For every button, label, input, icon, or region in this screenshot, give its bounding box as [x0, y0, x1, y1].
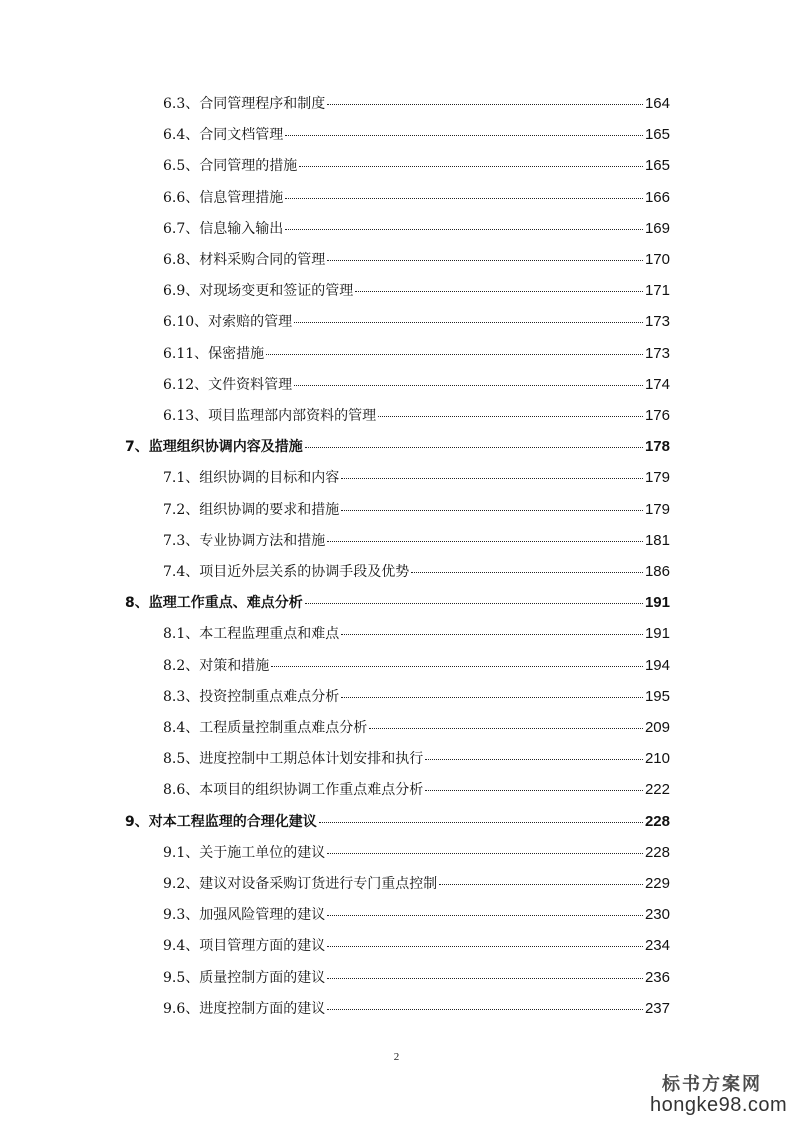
toc-entry-title: 9.6、进度控制方面的建议 — [163, 1000, 326, 1017]
toc-section-entry — [163, 779, 670, 803]
toc-section-entry — [163, 155, 670, 179]
toc-entry-page: 173 — [644, 344, 670, 362]
toc-section-entry — [163, 93, 670, 117]
toc-entry-title: 6.7、信息输入输出 — [163, 220, 284, 237]
toc-section-entry — [163, 187, 670, 211]
toc-section-entry — [163, 124, 670, 148]
toc-entry-page: 179 — [644, 469, 670, 487]
toc-section-entry — [163, 935, 670, 959]
toc-section-entry — [163, 717, 670, 741]
toc-entry-page: 191 — [644, 594, 670, 612]
dot-leader — [327, 104, 643, 105]
toc-entry-page: 170 — [644, 251, 670, 268]
dot-leader — [305, 603, 643, 604]
dot-leader — [425, 790, 643, 791]
toc-entry-title: 6.5、合同管理的措施 — [163, 158, 298, 175]
toc-entry-page: 181 — [644, 531, 670, 549]
dot-leader — [266, 354, 643, 355]
dot-leader — [369, 728, 643, 729]
toc-entry-page: 186 — [644, 563, 670, 580]
toc-entry-page: 165 — [644, 126, 670, 144]
toc-section-entry — [163, 873, 670, 897]
dot-leader — [285, 135, 643, 136]
toc-entry-page: 169 — [644, 219, 670, 237]
toc-entry-page: 174 — [644, 375, 670, 393]
toc-entry-title: 6.9、对现场变更和签证的管理 — [163, 283, 354, 300]
toc-entry-title: 6.8、材料采购合同的管理 — [163, 252, 326, 268]
toc-entry-title: 8.6、本项目的组织协调工作重点难点分析 — [163, 782, 424, 799]
toc-entry-page: 236 — [644, 968, 670, 986]
toc-section-entry — [163, 967, 670, 991]
dot-leader — [327, 853, 643, 854]
toc-chapter-entry — [125, 811, 670, 835]
dot-leader — [285, 198, 643, 199]
toc-entry-page: 237 — [644, 999, 670, 1017]
toc-section-entry — [163, 561, 670, 585]
toc-entry-title: 8.5、进度控制中工期总体计划安排和执行 — [163, 751, 424, 768]
toc-section-entry — [163, 655, 670, 679]
toc-entry-title: 6.4、合同文档管理 — [163, 127, 284, 144]
toc-entry-page: 229 — [644, 875, 670, 892]
toc-entry-page: 210 — [644, 750, 670, 768]
toc-section-entry — [163, 218, 670, 242]
dot-leader — [294, 385, 643, 386]
dot-leader — [327, 260, 643, 261]
toc-entry-title: 7.3、专业协调方法和措施 — [163, 532, 326, 549]
toc-chapter-entry — [125, 592, 670, 616]
watermark-site-name: 标书方案网 — [662, 1074, 762, 1095]
toc-entry-title: 8、监理工作重点、难点分析 — [125, 595, 303, 612]
toc-entry-page: 173 — [644, 313, 670, 331]
toc-entry-title: 6.11、保密措施 — [163, 345, 265, 362]
toc-entry-title: 6.6、信息管理措施 — [163, 189, 284, 206]
toc-entry-page: 228 — [644, 843, 670, 861]
dot-leader — [299, 166, 643, 167]
dot-leader — [327, 1009, 643, 1010]
toc-section-entry — [163, 748, 670, 772]
toc-section-entry — [163, 374, 670, 398]
toc-entry-title: 8.1、本工程监理重点和难点 — [163, 626, 340, 643]
toc-entry-title: 9、对本工程监理的合理化建议 — [125, 813, 317, 830]
dot-leader — [327, 978, 643, 979]
toc-section-entry — [163, 467, 670, 491]
dot-leader — [327, 946, 643, 947]
toc-entry-page: 166 — [644, 188, 670, 206]
toc-entry-title: 9.3、加强风险管理的建议 — [163, 907, 326, 924]
toc-section-entry — [163, 998, 670, 1022]
dot-leader — [341, 510, 643, 511]
toc-section-entry — [163, 623, 670, 647]
toc-entry-page: 178 — [644, 438, 670, 456]
toc-entry-title: 9.4、项目管理方面的建议 — [163, 938, 326, 955]
toc-entry-page: 165 — [644, 157, 670, 175]
toc-entry-title: 7.4、项目近外层关系的协调手段及优势 — [163, 564, 410, 580]
dot-leader — [341, 478, 643, 479]
toc-entry-page: 222 — [644, 781, 670, 799]
dot-leader — [378, 416, 643, 417]
toc-entry-title: 6.3、合同管理程序和制度 — [163, 96, 326, 112]
toc-entry-page: 164 — [644, 95, 670, 112]
dot-leader — [294, 322, 643, 323]
toc-section-entry — [163, 405, 670, 429]
toc-entry-title: 9.1、关于施工单位的建议 — [163, 844, 326, 861]
dot-leader — [285, 229, 643, 230]
toc-section-entry — [163, 249, 670, 273]
dot-leader — [341, 697, 643, 698]
dot-leader — [341, 634, 643, 635]
toc-section-entry — [163, 686, 670, 710]
toc-entry-page: 191 — [644, 625, 670, 643]
toc-entry-page: 234 — [644, 937, 670, 955]
toc-entry-title: 9.2、建议对设备采购订货进行专门重点控制 — [163, 876, 438, 892]
watermark-url: hongke98.com — [650, 1094, 788, 1116]
toc-section-entry — [163, 904, 670, 928]
dot-leader — [271, 666, 643, 667]
toc-entry-page: 194 — [644, 656, 670, 674]
dot-leader — [319, 822, 643, 823]
dot-leader — [305, 447, 643, 448]
toc-chapter-entry — [125, 436, 670, 460]
toc-entry-title: 7、监理组织协调内容及措施 — [125, 439, 303, 456]
toc-entry-title: 6.10、对索赔的管理 — [163, 314, 293, 331]
toc-section-entry — [163, 842, 670, 866]
toc-section-entry — [163, 280, 670, 304]
toc-section-entry — [163, 343, 670, 367]
toc-entry-title: 8.4、工程质量控制重点难点分析 — [163, 720, 368, 736]
dot-leader — [439, 884, 643, 885]
toc-entry-page: 195 — [644, 687, 670, 705]
dot-leader — [327, 541, 643, 542]
toc-entry-title: 9.5、质量控制方面的建议 — [163, 969, 326, 986]
toc-entry-page: 228 — [644, 812, 670, 830]
toc-entry-page: 171 — [644, 282, 670, 300]
dot-leader — [327, 915, 643, 916]
toc-entry-page: 179 — [644, 500, 670, 518]
toc-entry-title: 6.12、文件资料管理 — [163, 376, 293, 393]
toc-section-entry — [163, 311, 670, 335]
toc-entry-page: 230 — [644, 906, 670, 924]
toc-entry-page: 209 — [644, 719, 670, 736]
page-number: 2 — [393, 1051, 400, 1063]
toc-section-entry — [163, 499, 670, 523]
toc-entry-title: 6.13、项目监理部内部资料的管理 — [163, 408, 377, 424]
toc-entry-title: 7.2、组织协调的要求和措施 — [163, 501, 340, 518]
toc-entry-title: 7.1、组织协调的目标和内容 — [163, 470, 340, 487]
toc-entry-title: 8.3、投资控制重点难点分析 — [163, 688, 340, 705]
toc-entry-title: 8.2、对策和措施 — [163, 657, 270, 674]
dot-leader — [355, 291, 643, 292]
dot-leader — [411, 572, 643, 573]
toc-section-entry — [163, 530, 670, 554]
dot-leader — [425, 759, 643, 760]
toc-entry-page: 176 — [644, 407, 670, 424]
